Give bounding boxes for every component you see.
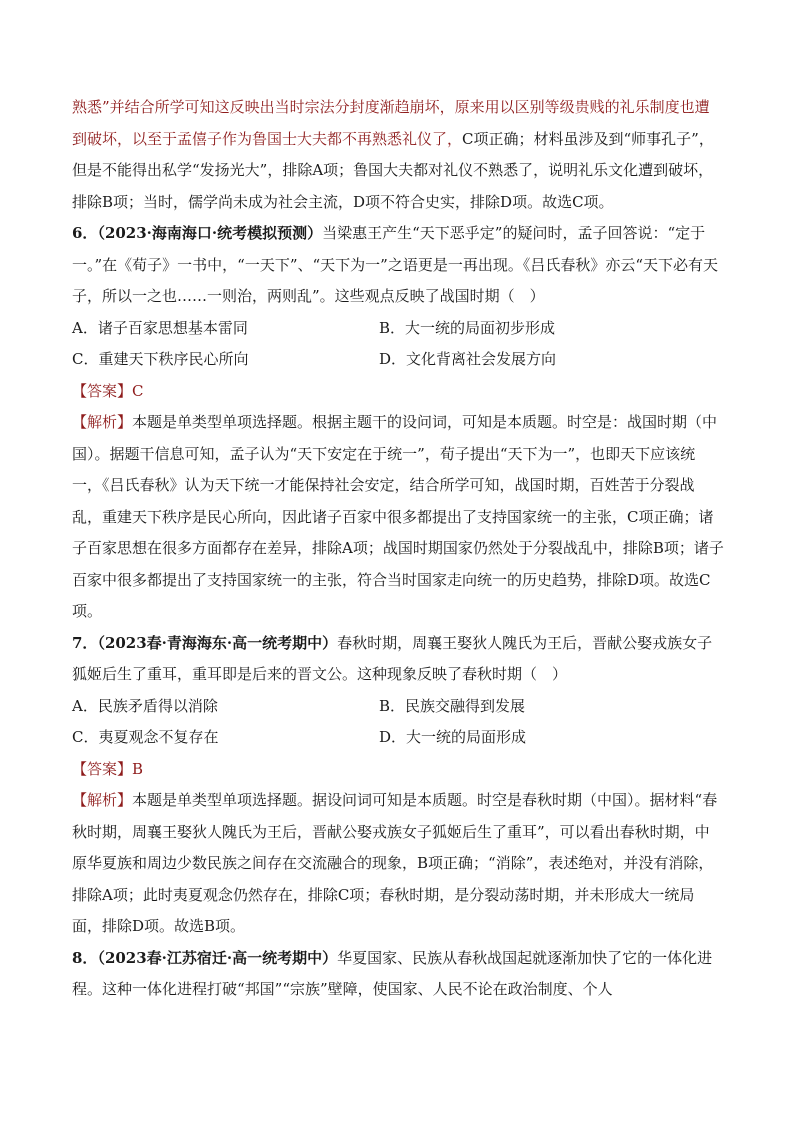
option-b: B．民族交融得到发展 [379,696,526,715]
analysis-label: 【解析】 [72,791,133,809]
question-7-options-row-1 [72,691,724,723]
analysis-text: 本题是单类型单项选择题。根据主题干的设问词，可知是本质题。时空是：战国时期（中国）。据题干信息可知，孟子认为“天下安定在于统一”，荀子提出“天下为一”，也即天下应该统一，《吕氏春秋》认为天下统一才能保持社会安定，结合所学可知，战国时期，百姓苦于分裂战乱，重建天下秩序是民心所向，因此诸子百家中很多都提出了支持国家统一的主张，C项正确；诸子百家思想在很多方面都存在差异，排除A项；战国时期国家仍然处于分裂战乱中，排除B项；诸子百家中很多都提出了支持国家统一的主张，符合当时国家走向统一的历史趋势，排除D项。故选C项。 [72,413,724,620]
option-c: C．重建天下秩序民心所向 [72,350,249,368]
prev-analysis-continuation [72,92,724,218]
question-6-stem [72,218,724,313]
question-source: （2023春·青海海东·高一统考期中） [97,633,338,652]
question-7-analysis [72,785,724,943]
question-number: 8． [72,948,98,967]
question-text: 华夏国家、民族从春秋战国起就逐渐加快了它的一体化进程。这种一体化进程打破“邦国”“宗族”壁障，使国家、人民不论在政治制度、个人 [72,948,713,998]
question-text: 春秋时期，周襄王娶狄人隗氏为王后，晋献公娶戎族女子狐姬后生了重耳，重耳即是后来的晋文公。这种现象反映了春秋时期（ ） [72,633,713,683]
option-a: A．民族矛盾得以消除 [72,696,218,715]
question-6-options-row-2 [72,344,724,376]
question-8-stem [72,943,724,1006]
analysis-text: 本题是单类型单项选择题。据设问词可知是本质题。时空是春秋时期（中国）。据材料“春秋时期，周襄王娶狄人隗氏为王后，晋献公娶戎族女子狐姬后生了重耳”，可以看出春秋时期，中原华夏族和周边少数民族之间存在交流融合的现象，B项正确；“消除”，表述绝对，并没有消除，排除A项；此时夷夏观念仍然存在，排除C项；春秋时期，是分裂动荡时期，并未形成大一统局面，排除D项。故选B项。 [72,791,718,935]
document-content [72,92,724,1006]
question-text: 当梁惠王产生“天下恶乎定”的疑问时，孟子回答说：“定于一。”在《荀子》一书中，“一天下”、“天下为一”之语更是一再出现。《吕氏春秋》亦云“天下必有天子，所以一之也……一则治，两则乱”。这些观点反映了战国时期（ ） [72,224,719,305]
analysis-text: C项正确；材料虽涉及到“师事孔子”，但是不能得出私学“发扬光大”，排除A项；鲁国大夫都对礼仪不熟悉了，说明礼乐文化遭到破坏，排除B项；当时，儒学尚未成为社会主流，D项不符合史实，排除D项。故选C项。 [72,129,714,211]
analysis-label: 【解析】 [72,413,133,431]
question-number: 7． [72,633,98,652]
option-a: A．诸子百家思想基本雷同 [72,318,248,337]
option-b: B．大一统的局面初步形成 [379,318,556,337]
answer-label: 【答案】 [72,381,133,400]
question-7-options-row-2 [72,722,724,754]
option-d: D．文化背离社会发展方向 [379,350,557,368]
question-source: （2023春·江苏宿迁·高一统考期中） [97,948,338,967]
question-source: （2023·海南海口·统考模拟预测） [97,224,323,242]
question-6-analysis [72,407,724,628]
answer-value: C [132,381,144,400]
question-6-options-row-1 [72,313,724,345]
option-d: D．大一统的局面形成 [379,728,527,746]
question-number: 6． [72,224,98,242]
answer-label: 【答案】 [72,759,133,778]
question-7-stem [72,628,724,691]
option-c: C．夷夏观念不复存在 [72,728,219,746]
question-6-answer [72,376,724,408]
analysis-text: 熟悉”并结合所学可知这反映出当时宗法分封度渐趋崩坏，原来用以区别等级贵贱的礼乐制度也遭到破坏，以至于孟僖子作为鲁国士大夫都不再熟悉礼仪了， [72,98,710,148]
question-7-answer [72,754,724,786]
answer-value: B [132,759,144,778]
